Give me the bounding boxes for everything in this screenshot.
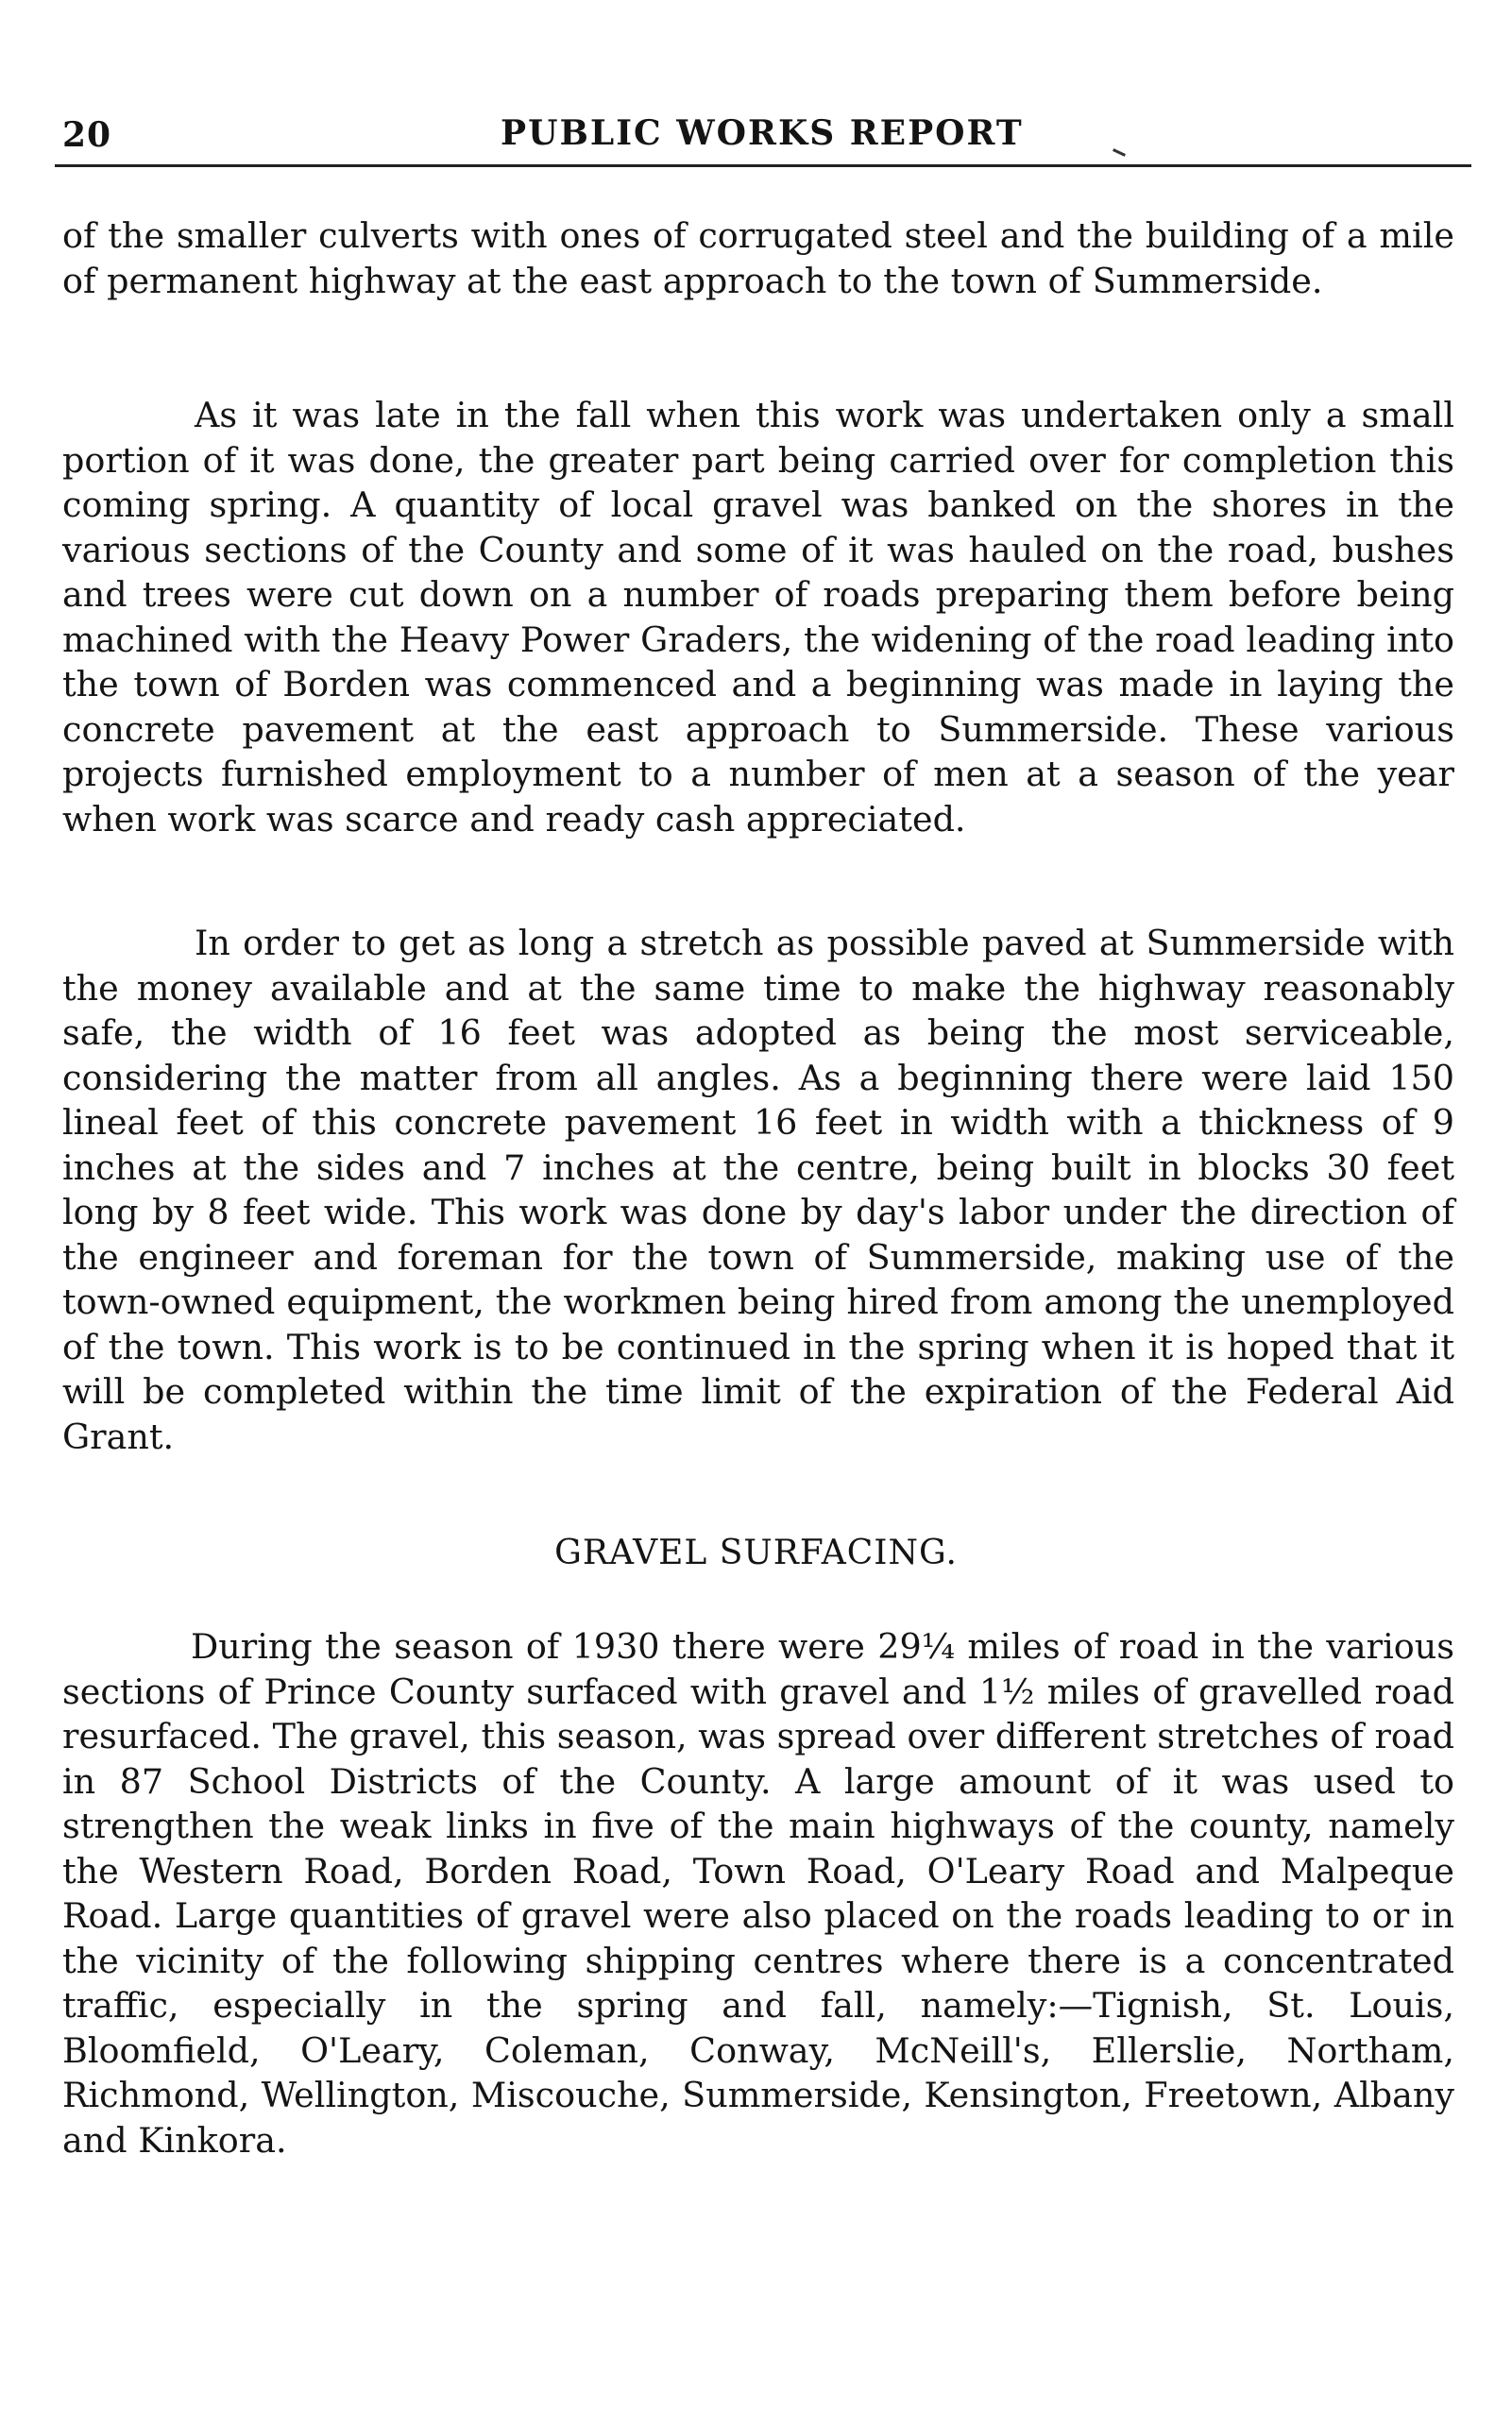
running-title: PUBLIC WORKS REPORT [501, 113, 1024, 153]
paragraph-late-fall-work: As it was late in the fall when this work was undertaken only a small portion of it was done, the greater part being carried over for completion this coming spring. A quantity of local gravel was banked on the shores in the various sections of the County and some of it was hauled on the road, bushes and trees were cut down on a number of roads preparing them before being machined with the Heavy Power Graders, the widening of the road leading into the town of Borden was commenced and a beginning was made in laying the concrete pavement at the east approach to Summerside. These various projects furnished employment to a number of men at a season of the year when work was scarce and ready cash appreciated. [62, 395, 1454, 840]
header-rule [55, 164, 1471, 167]
print-mark [1113, 148, 1126, 157]
paragraph-summerside-pavement: In order to get as long a stretch as possible paved at Summerside with the money available and at the same time to make the highway reasonably safe, the width of 16 feet was adopted as being the most serviceable, considering the matter from all angles. As a beginning there were laid 150 lineal feet of this concrete pavement 16 feet in width with a thickness of 9 inches at the sides and 7 inches at the centre, being built in blocks 30 feet long by 8 feet wide. This work was done by day's labor under the direction of the engineer and foreman for the town of Summerside, making use of the town-owned equipment, the workmen being hired from among the unemployed of the town. This work is to be continued in the spring when it is hoped that it will be completed within the time limit of the expiration of the Federal Aid Grant. [62, 923, 1454, 1457]
section-heading-gravel-surfacing: GRAVEL SURFACING. [554, 1534, 958, 1572]
page-number: 20 [62, 115, 112, 155]
paragraph-gravel-surfacing: During the season of 1930 there were 29¼ miles of road in the various sections of Prince County surfaced with gravel and 1½ miles of gravelled road resurfaced. The gravel, this season, was spread over different stretches of road in 87 School Districts of the County. A large amount of it was used to strengthen the weak links in five of the main highways of the county, namely the Western Road, Borden Road, Town Road, O'Leary Road and Malpeque Road. Large quantities of gravel were also placed on the roads leading to or in the vicinity of the following shipping centres where there is a concentrated traffic, especially in the spring and fall, namely:—Tignish, St. Louis, Bloomfield, O'Leary, Coleman, Conway, McNeill's, Ellerslie, Northam, Richmond, Wellington, Miscouche, Summerside, Kensington, Freetown, Albany and Kinkora. [62, 1626, 1454, 2161]
paragraph-culverts: of the smaller culverts with ones of corrugated steel and the building of a mile of permanent highway at the east approach to the town of Summerside. [62, 215, 1454, 301]
